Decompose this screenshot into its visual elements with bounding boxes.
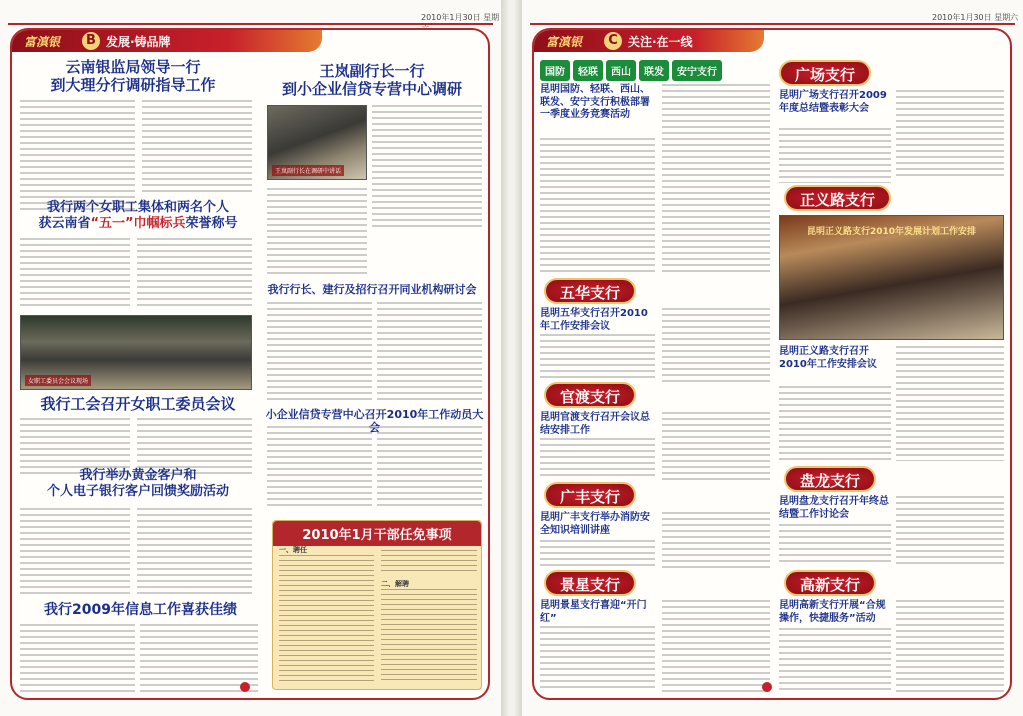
- personnel-appointments-box: [272, 520, 482, 690]
- article-body-text: [20, 238, 130, 308]
- article-body-text: [779, 386, 891, 461]
- article-headline-smb-center: [257, 62, 487, 98]
- headline-line: 我行两个女职工集体和两名个人: [46, 200, 229, 215]
- article-body-text: [662, 512, 770, 570]
- subhead-panlong: 昆明盘龙支行召开年终总结暨工作讨论会: [779, 496, 889, 520]
- right-newspaper-page: [522, 0, 1023, 716]
- article-body-text: [540, 138, 655, 273]
- photo-caption: 女职工委员会会议现场: [25, 375, 91, 386]
- branch-label-guangfeng: 广丰支行: [544, 482, 636, 508]
- right-top-rule: [530, 23, 1015, 25]
- article-body-text: [372, 105, 482, 230]
- article-body-text: [267, 302, 372, 402]
- branch-label-zhengyilu: 正义路支行: [784, 185, 891, 211]
- headline-line: 到小企业信贷专营中心调研: [281, 80, 462, 98]
- personnel-list: [381, 589, 477, 683]
- article-body-text: [896, 90, 1004, 180]
- branch-label-gaoxin: 高新支行: [784, 570, 876, 596]
- headline-fragment: 荣誉称号: [185, 215, 238, 231]
- left-page-frame: [10, 28, 490, 700]
- left-section-bar: [12, 30, 322, 52]
- article-body-text: [142, 100, 252, 195]
- photo-banner-text: 昆明正义路支行2010年发展计划工作安排: [806, 227, 977, 237]
- photo-caption: 王岚副行长在调研中讲话: [272, 165, 344, 176]
- article-body-text: [377, 426, 482, 506]
- article-body-text: [779, 128, 891, 183]
- headline-line: 云南银监局领导一行: [65, 58, 201, 76]
- photo-meeting-vice-president: [267, 105, 367, 180]
- article-headline-regulator-visit: [18, 58, 248, 94]
- right-brand-logo: 富滇银: [546, 34, 583, 49]
- article-headline-gold-customers: [18, 468, 258, 499]
- page-end-mark-icon: [240, 682, 250, 692]
- subhead-competition: 昆明国防、轻联、西山、联发、安宁支行积极部署一季度业务竞赛活动: [540, 84, 650, 120]
- article-body-text: [662, 84, 770, 274]
- article-body-text: [896, 346, 1004, 461]
- article-body-text: [20, 100, 135, 210]
- tag-lianfa: 联发: [639, 60, 669, 81]
- personnel-section-dismiss: 二、解聘: [381, 580, 409, 588]
- left-top-rule: [8, 23, 493, 25]
- right-date-line: 2010年1月30日 星期六: [932, 13, 1019, 22]
- photo-zhengyilu-meeting: [779, 215, 1004, 340]
- left-date-line: 2010年1月30日 星期: [421, 13, 500, 22]
- branch-label-jingxing: 景星支行: [544, 570, 636, 596]
- right-section-bar: [534, 30, 764, 52]
- left-newspaper-page: [0, 0, 501, 716]
- subhead-guandu: 昆明官渡支行召开会议总结安排工作: [540, 412, 650, 436]
- personnel-list: [381, 545, 477, 575]
- personnel-section-appoint: 一、聘任: [279, 546, 307, 554]
- headline-line: 我行举办黄金客户和: [79, 468, 197, 483]
- tag-guofang: 国防: [540, 60, 570, 81]
- subhead-jingxing: 昆明景星支行喜迎“开门红”: [540, 600, 647, 624]
- subhead-guangchang: 昆明广场支行召开2009年度总结暨表彰大会: [779, 90, 887, 114]
- article-body-text: [662, 412, 770, 482]
- subhead-wuhua: 昆明五华支行召开2010年工作安排会议: [540, 308, 648, 332]
- article-body-text: [662, 600, 770, 692]
- article-headline-info-award: 我行2009年信息工作喜获佳绩: [44, 602, 237, 618]
- subhead-zhengyilu: 昆明正义路支行召开2010年工作安排会议: [779, 346, 877, 370]
- article-body-text: [137, 508, 252, 598]
- left-brand-logo: 富滇银: [24, 34, 61, 49]
- headline-line: 王岚副行长一行: [319, 62, 425, 80]
- right-page-frame: [532, 28, 1012, 700]
- tag-qinglian: 轻联: [573, 60, 603, 81]
- article-body-text: [377, 302, 482, 402]
- photo-women-committee-meeting: [20, 315, 252, 390]
- page-end-mark-icon: [762, 682, 772, 692]
- tag-xishan: 西山: [606, 60, 636, 81]
- tag-anning: 安宁支行: [672, 60, 722, 81]
- article-body-text: [540, 540, 655, 570]
- headline-line: 个人电子银行客户回馈奖励活动: [46, 483, 229, 499]
- article-body-text: [20, 508, 130, 598]
- branch-label-guandu: 官渡支行: [544, 382, 636, 408]
- article-body-text: [779, 524, 891, 564]
- article-body-text: [896, 600, 1004, 692]
- article-headline-union-meeting: 我行工会召开女职工委员会议: [40, 395, 236, 413]
- left-section-title: 发展·铸品牌: [106, 34, 171, 49]
- headline-highlight: “五一”巾帼标兵: [90, 215, 186, 231]
- article-body-text: [20, 624, 135, 694]
- article-body-text: [540, 438, 655, 478]
- article-body-text: [779, 628, 891, 692]
- article-body-text: [540, 334, 655, 379]
- branch-label-panlong: 盘龙支行: [784, 466, 876, 492]
- article-headline-smb-kickoff: 小企业信贷专营中心召开2010年工作动员大会: [265, 408, 484, 435]
- headline-fragment: 获云南省: [38, 215, 91, 231]
- article-body-text: [540, 626, 655, 691]
- right-section-letter: C: [604, 32, 622, 50]
- headline-line: 到大理分行调研指导工作: [50, 76, 216, 94]
- article-headline-peer-seminar: 我行行长、建行及招行召开同业机构研讨会: [267, 283, 477, 296]
- article-body-text: [267, 426, 372, 506]
- branch-tag-row: [540, 60, 722, 81]
- article-headline-women-award: [18, 200, 258, 231]
- personnel-list: [279, 555, 374, 683]
- subhead-gaoxin: 昆明高新支行开展“合规操作，快捷服务”活动: [779, 600, 886, 624]
- branch-label-guangchang: 广场支行: [779, 60, 871, 86]
- article-body-text: [662, 308, 770, 383]
- article-body-text: [896, 496, 1004, 568]
- personnel-box-title: 2010年1月干部任免事项: [273, 521, 481, 546]
- article-body-text: [267, 188, 367, 278]
- right-section-title: 关注·在一线: [628, 34, 693, 49]
- branch-label-wuhua: 五华支行: [544, 278, 636, 304]
- left-section-letter: B: [82, 32, 100, 50]
- page-gutter: [501, 0, 522, 716]
- article-body-text: [137, 238, 252, 308]
- subhead-guangfeng: 昆明广丰支行举办消防安全知识培训讲座: [540, 512, 650, 536]
